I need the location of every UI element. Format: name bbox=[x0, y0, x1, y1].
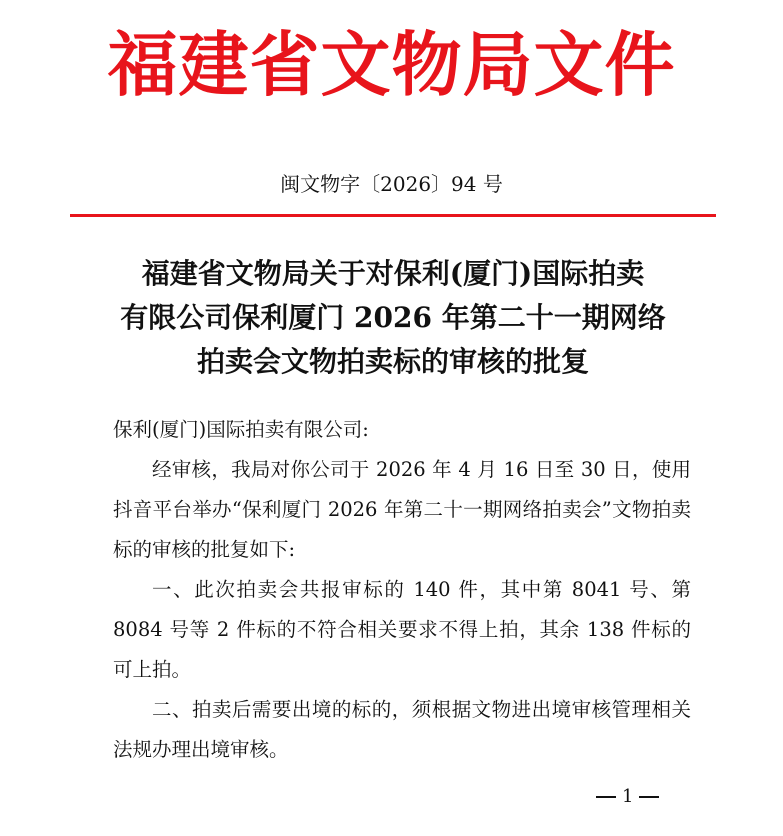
salutation: 保利(厦门)国际拍卖有限公司: bbox=[113, 418, 369, 441]
page-dash-left bbox=[596, 796, 616, 798]
document-title bbox=[80, 252, 706, 384]
paragraph-item-two: 二、拍卖后需要出境的标的，须根据文物进出境审核管理相关法规办理出境审核。 bbox=[113, 698, 691, 761]
title-line-3: 拍卖会文物拍卖标的审核的批复 bbox=[196, 345, 589, 378]
document-number: 闽文物字〔2026〕94 号 bbox=[280, 172, 503, 196]
page-number-value: 1 bbox=[622, 786, 634, 807]
page-number bbox=[590, 784, 660, 810]
paragraph-item-one: 一、此次拍卖会共报审标的 140 件，其中第 8041 号、第 8084 号等 2 件标的不符合相关要求不得上拍，其余 138 件标的可上拍。 bbox=[113, 578, 691, 681]
header-divider bbox=[70, 214, 716, 217]
document-body bbox=[113, 410, 691, 770]
paragraph-review-result: 经审核，我局对你公司于 2026 年 4 月 16 日至 30 日，使用抖音平台举办“保利厦门 2026 年第二十一期网络拍卖会”文物拍卖标的审核的批复如下: bbox=[113, 458, 691, 561]
title-line-2: 有限公司保利厦门 2026 年第二十一期网络 bbox=[120, 301, 666, 334]
page-dash-right bbox=[639, 796, 659, 798]
agency-header-title: 福建省文物局文件 bbox=[107, 23, 676, 106]
title-line-1: 福建省文物局关于对保利(厦门)国际拍卖 bbox=[141, 257, 645, 290]
